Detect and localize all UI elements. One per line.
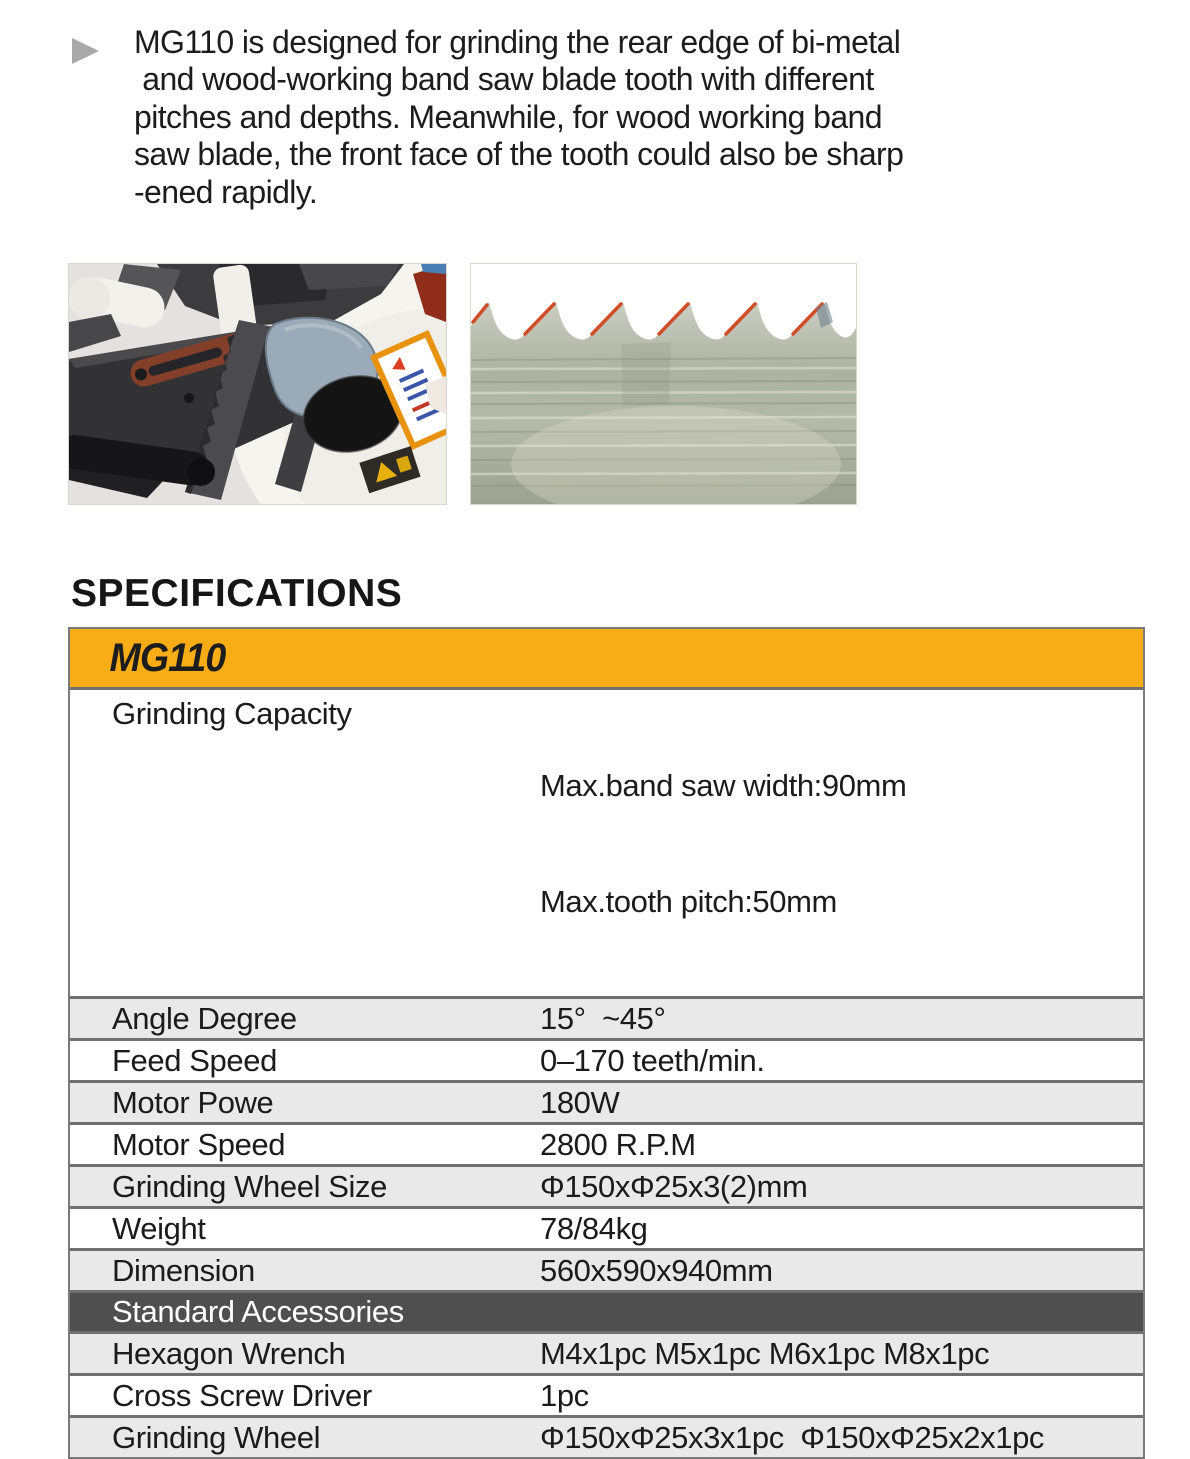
row-label: Feed Speed bbox=[112, 1042, 277, 1078]
blade-photo bbox=[470, 263, 857, 505]
table-row bbox=[70, 1331, 1143, 1373]
table-row bbox=[70, 1164, 1143, 1206]
row-value: 15° ~45° bbox=[540, 1000, 666, 1036]
intro-line: -ened rapidly. bbox=[134, 173, 318, 210]
specifications-table bbox=[68, 627, 1145, 1459]
intro-line: MG110 is designed for grinding the rear edge of bi-metal bbox=[134, 24, 901, 60]
row-value-line: Max.band saw width:90mm bbox=[540, 768, 907, 803]
row-value: 180W bbox=[540, 1084, 620, 1120]
row-value bbox=[540, 690, 1143, 996]
table-row bbox=[70, 1248, 1143, 1290]
table-row bbox=[70, 1080, 1143, 1122]
table-row bbox=[70, 996, 1143, 1038]
row-label: Cross Screw Driver bbox=[112, 1377, 372, 1413]
table-row bbox=[70, 1415, 1143, 1457]
row-label: Grinding Wheel bbox=[112, 1419, 321, 1455]
row-label: Grinding Capacity bbox=[112, 696, 352, 731]
row-label: Motor Powe bbox=[112, 1084, 274, 1120]
row-label: Angle Degree bbox=[112, 1000, 297, 1036]
row-value: 78/84kg bbox=[540, 1210, 648, 1246]
table-row bbox=[70, 1122, 1143, 1164]
row-value: 1pc bbox=[540, 1377, 589, 1413]
model-header-row bbox=[70, 629, 1143, 687]
standard-accessories-header-row bbox=[70, 1290, 1143, 1331]
intro-line: saw blade, the front face of the tooth could also be sharp bbox=[134, 136, 904, 173]
row-value: 0–170 teeth/min. bbox=[540, 1042, 765, 1078]
row-value: Φ150xΦ25x3(2)mm bbox=[540, 1168, 808, 1204]
row-value-line: Max.tooth pitch:50mm bbox=[540, 884, 837, 919]
right-triangle-bullet-icon bbox=[72, 38, 99, 64]
row-label: Weight bbox=[112, 1210, 206, 1246]
machine-photo-illustration bbox=[69, 264, 446, 504]
table-row bbox=[70, 1038, 1143, 1080]
table-row bbox=[70, 687, 1143, 996]
machine-photo bbox=[68, 263, 447, 505]
row-label: Motor Speed bbox=[112, 1126, 286, 1162]
intro-paragraph bbox=[134, 24, 903, 211]
specifications-heading: SPECIFICATIONS bbox=[71, 572, 403, 615]
row-value: 560x590x940mm bbox=[540, 1252, 773, 1288]
row-label: Dimension bbox=[112, 1252, 255, 1288]
row-label: Grinding Wheel Size bbox=[112, 1168, 387, 1204]
blade-photo-illustration bbox=[471, 264, 856, 504]
section-header-label: Standard Accessories bbox=[112, 1294, 404, 1329]
table-row bbox=[70, 1206, 1143, 1248]
row-value: M4x1pc M5x1pc M6x1pc M8x1pc bbox=[540, 1335, 990, 1371]
row-label: Hexagon Wrench bbox=[112, 1335, 346, 1371]
intro-line: pitches and depths. Meanwhile, for wood working band bbox=[134, 98, 882, 135]
intro-line: and wood-working band saw blade tooth with different bbox=[134, 61, 874, 98]
model-name: MG110 bbox=[109, 635, 226, 680]
table-row bbox=[70, 1373, 1143, 1415]
row-value: 2800 R.P.M bbox=[540, 1126, 696, 1162]
row-value: Φ150xΦ25x3x1pc Φ150xΦ25x2x1pc bbox=[540, 1419, 1045, 1455]
